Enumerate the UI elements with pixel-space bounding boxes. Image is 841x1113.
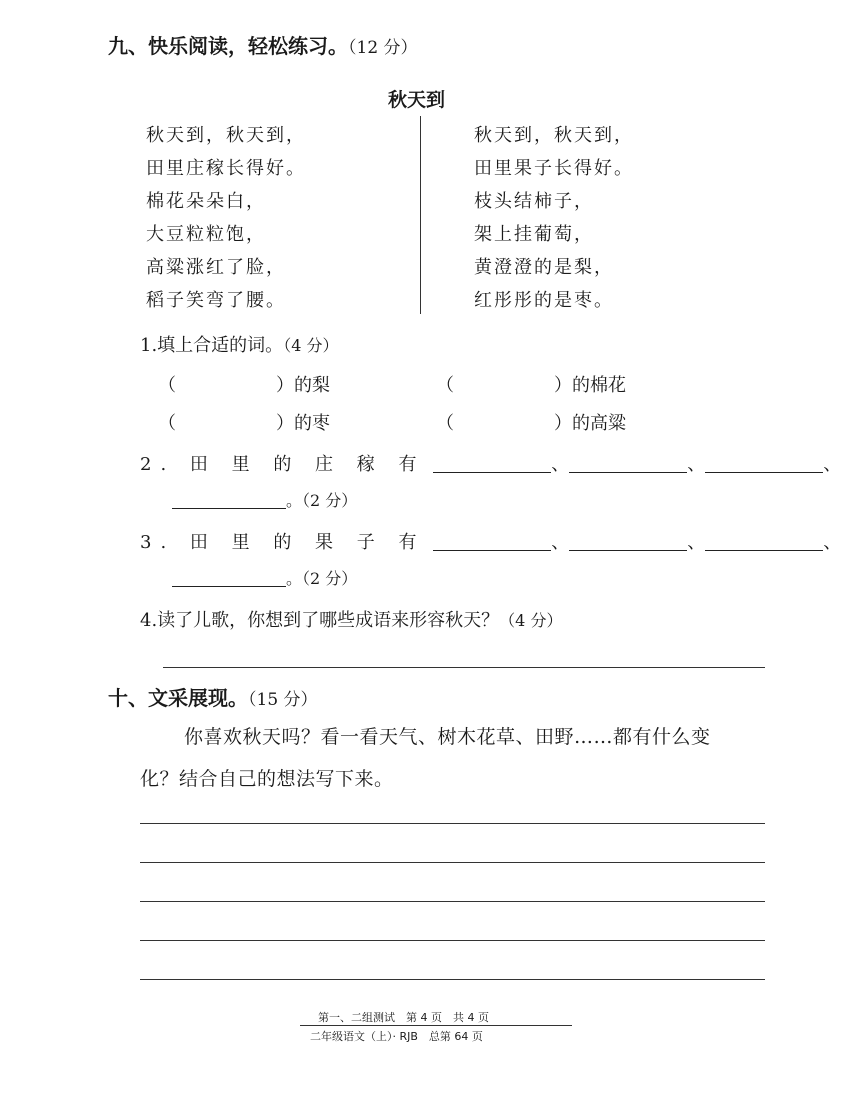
fill-word-sorghum[interactable] xyxy=(436,409,626,435)
fill-word-sorghum-label: ）的高粱 xyxy=(554,413,626,434)
poem-title: 秋天到 xyxy=(388,89,446,111)
question-1 xyxy=(140,331,338,357)
answer-blank[interactable] xyxy=(172,490,286,509)
poem-left-line: 秋天到，秋天到， xyxy=(146,125,306,146)
section-9-title: 九、快乐阅读，轻松练习。 xyxy=(108,34,348,58)
separator: 、 xyxy=(551,454,570,475)
writing-line[interactable] xyxy=(140,901,765,902)
open-paren: （ xyxy=(436,413,454,434)
question-3 xyxy=(140,528,841,554)
fill-word-cotton-label: ）的棉花 xyxy=(554,375,626,396)
poem-left-line: 田里庄稼长得好。 xyxy=(146,158,306,179)
answer-line[interactable] xyxy=(163,667,765,668)
poem-right-line: 枝头结柿子， xyxy=(474,191,594,212)
answer-blank[interactable] xyxy=(705,532,823,551)
answer-blank[interactable] xyxy=(569,532,687,551)
writing-line[interactable] xyxy=(140,823,765,824)
writing-line[interactable] xyxy=(140,940,765,941)
question-2-label: 2. 田 里 的 庄 稼 有 xyxy=(140,454,426,475)
fill-word-jujube[interactable] xyxy=(158,409,330,435)
section-10-heading xyxy=(108,682,318,711)
answer-blank[interactable] xyxy=(705,454,823,473)
footer-grade-info: 二年级语文（上）· RJB 总第 64 页 xyxy=(310,1030,483,1043)
separator: 、 xyxy=(687,532,706,553)
separator: 、 xyxy=(823,532,841,553)
poem-right-line: 架上挂葡萄， xyxy=(474,224,594,245)
footer-divider xyxy=(300,1025,572,1026)
poem-left-line: 大豆粒粒饱， xyxy=(146,224,266,245)
section-9-score: （12 分） xyxy=(348,38,418,58)
writing-line[interactable] xyxy=(140,862,765,863)
question-3-label: 3. 田 里 的 果 子 有 xyxy=(140,532,426,553)
poem-left-line: 棉花朵朵白， xyxy=(146,191,266,212)
section-10-prompt-line-2: 化？结合自己的想法写下来。 xyxy=(140,768,394,790)
poem-right-line: 红彤彤的是枣。 xyxy=(474,290,614,311)
section-10-prompt-line-1: 你喜欢秋天吗？看一看天气、树木花草、田野……都有什么变 xyxy=(184,726,711,748)
question-2-continued xyxy=(172,488,357,511)
separator: 、 xyxy=(687,454,706,475)
fill-word-jujube-label: ）的枣 xyxy=(276,413,330,434)
question-4-score: （4 分） xyxy=(499,611,563,630)
answer-blank[interactable] xyxy=(433,454,551,473)
answer-blank[interactable] xyxy=(569,454,687,473)
section-9-heading xyxy=(108,30,418,59)
poem-divider xyxy=(420,116,421,314)
writing-line[interactable] xyxy=(140,979,765,980)
question-2-end: 。（2 分） xyxy=(286,491,358,510)
fill-word-pear-label: ）的梨 xyxy=(276,375,330,396)
question-1-score: （4 分） xyxy=(283,336,339,355)
fill-word-cotton[interactable] xyxy=(436,371,626,397)
fill-word-pear[interactable] xyxy=(158,371,330,397)
section-10-title: 十、文采展现。 xyxy=(108,686,248,710)
question-4 xyxy=(140,606,562,632)
poem-right-line: 秋天到，秋天到， xyxy=(474,125,634,146)
question-4-label: 4.读了儿歌，你想到了哪些成语来形容秋天？ xyxy=(140,610,500,631)
poem-right-line: 田里果子长得好。 xyxy=(474,158,634,179)
question-3-end: 。（2 分） xyxy=(286,569,358,588)
answer-blank[interactable] xyxy=(172,568,286,587)
poem-left-line: 高粱涨红了脸， xyxy=(146,257,286,278)
separator: 、 xyxy=(823,454,841,475)
open-paren: （ xyxy=(158,375,176,396)
poem-left-line: 稻子笑弯了腰。 xyxy=(146,290,286,311)
poem-right-line: 黄澄澄的是梨， xyxy=(474,257,614,278)
section-10-score: （15 分） xyxy=(248,690,318,710)
question-2 xyxy=(140,450,841,476)
open-paren: （ xyxy=(158,413,176,434)
open-paren: （ xyxy=(436,375,454,396)
question-1-label: 1.填上合适的词。 xyxy=(140,335,284,356)
separator: 、 xyxy=(551,532,570,553)
question-3-continued xyxy=(172,566,357,589)
answer-blank[interactable] xyxy=(433,532,551,551)
footer-test-info: 第一、二组测试 第 4 页 共 4 页 xyxy=(318,1011,489,1024)
